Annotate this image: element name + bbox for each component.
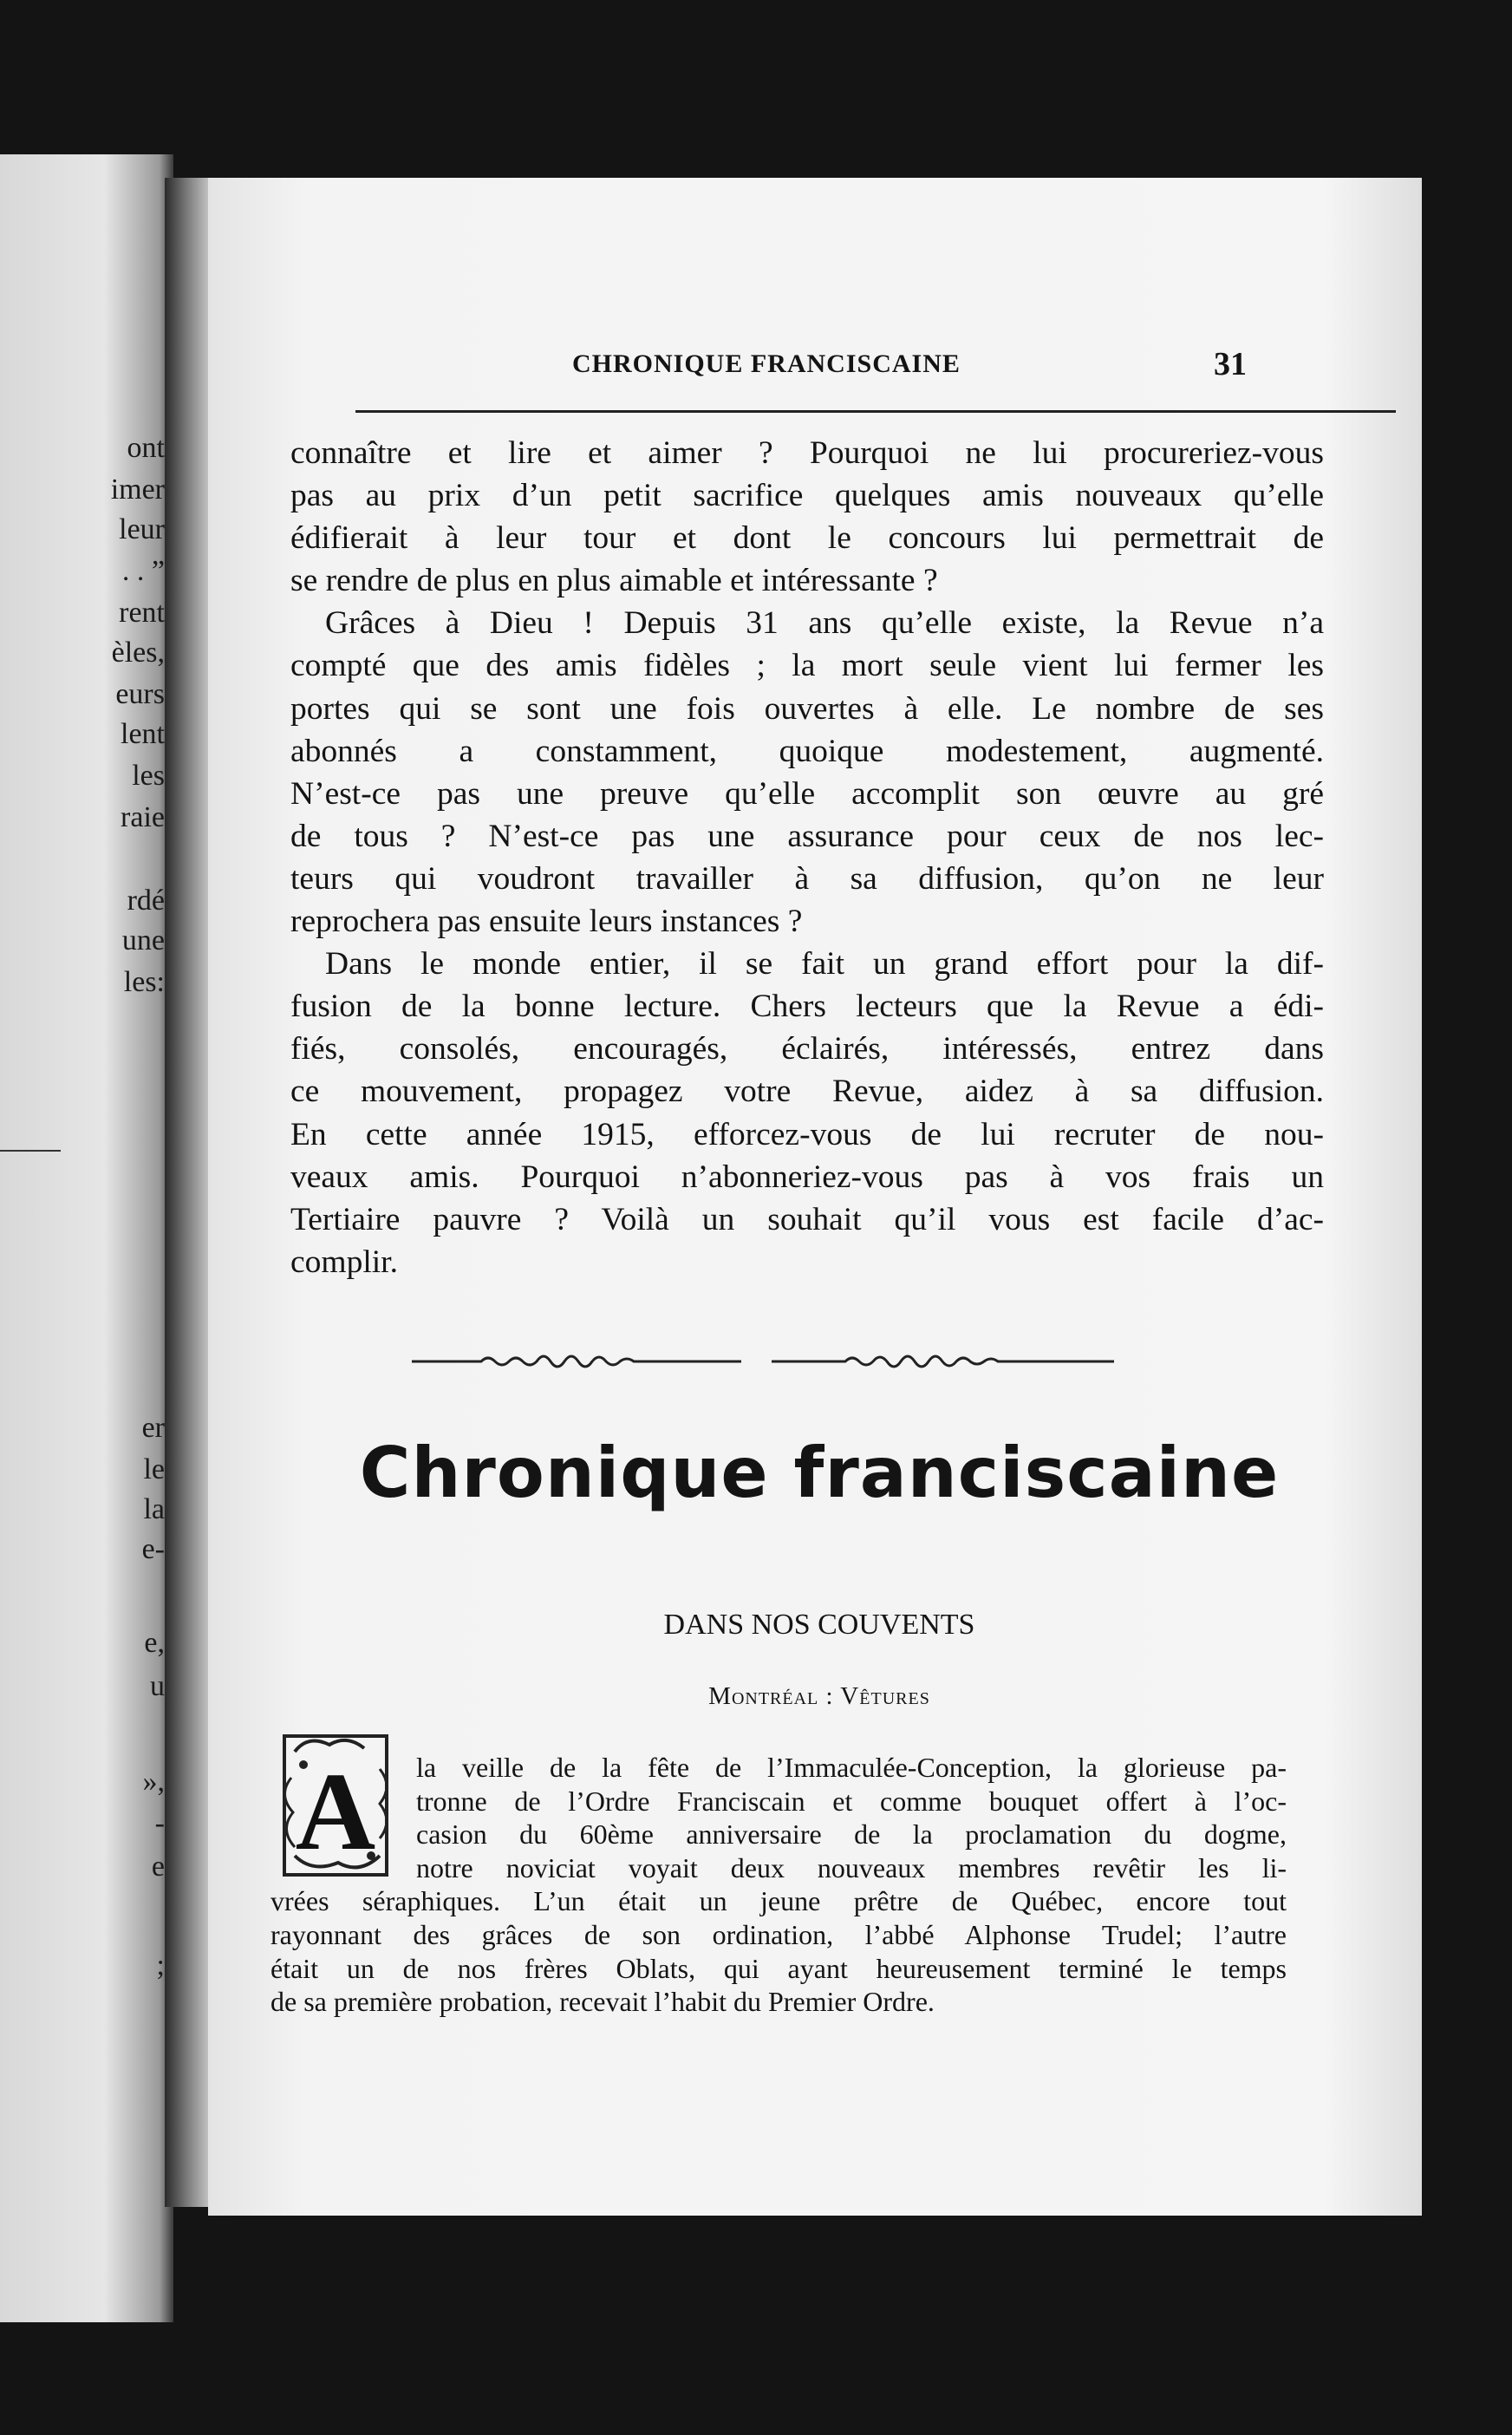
body-line: N’est-ce pas une preuve qu’elle accomplit son œuvre au gré (290, 775, 1324, 812)
left-page-fragment: », (142, 1766, 165, 1798)
left-page-fragment: e, (144, 1627, 165, 1659)
body-line: connaître et lire et aimer ? Pourquoi ne lui procureriez-vous (290, 435, 1324, 471)
paragraph-line: la veille de la fête de l’Immaculée-Conception, la glorieuse pa- (416, 1752, 1287, 1783)
left-page-fragment: èles, (111, 636, 165, 669)
header-rule (355, 410, 1396, 413)
left-page-fragment: une (121, 924, 165, 956)
section-subsubheading: Montréal : Vêtures (708, 1682, 930, 1710)
body-line: En cette année 1915, efforcez-vous de lui recruter de nou- (290, 1116, 1324, 1152)
left-page-fragment: rent (119, 597, 165, 629)
page-number: 31 (1214, 346, 1247, 382)
left-page-fragment: la (143, 1493, 165, 1525)
left-page-fragment: e (151, 1851, 165, 1883)
left-page-fragment: eurs (115, 678, 165, 710)
left-page-fragment: - (154, 1807, 165, 1839)
left-page-fragment: le (143, 1453, 165, 1485)
body-line: teurs qui voudront travailler à sa diffusion, qu’on ne leur (290, 860, 1324, 897)
body-text (290, 432, 1324, 1283)
body-line: Tertiaire pauvre ? Voilà un souhait qu’il vous est facile d’ac- (290, 1201, 1324, 1237)
right-page (208, 178, 1422, 2216)
left-page-rule (0, 1150, 61, 1152)
body-line: de tous ? N’est-ce pas une assurance pour ceux de nos lec- (290, 818, 1324, 854)
body-line: complir. (290, 1244, 398, 1280)
body-line: édifierait à leur tour et dont le concours lui permettrait de (290, 520, 1324, 557)
body-line: reprochera pas ensuite leurs instances ? (290, 904, 803, 940)
section-title: Chronique franciscaine (359, 1433, 1280, 1513)
left-page-fragment: ; (156, 1949, 165, 1981)
body-line: fiés, consolés, encouragés, éclairés, intéressés, entrez dans (290, 1031, 1324, 1067)
left-page-fragment: er (141, 1412, 165, 1444)
left-page-fragment: e- (141, 1533, 165, 1565)
dropcap-letter: A (295, 1750, 376, 1873)
body-line: Grâces à Dieu ! Depuis 31 ans qu’elle existe, la Revue n’a (325, 605, 1324, 642)
paragraph-line: notre noviciat voyait deux nouveaux membres revêtir les li- (416, 1851, 1287, 1883)
section-subheading: DANS NOS COUVENTS (663, 1609, 975, 1641)
body-line: ce mouvement, propagez votre Revue, aidez à sa diffusion. (290, 1074, 1324, 1110)
paragraph-line: casion du 60ème anniversaire de la proclamation du dogme, (416, 1818, 1287, 1851)
paragraph-line: tronne de l’Ordre Franciscain et comme bouquet offert à l’oc- (416, 1785, 1287, 1817)
left-page-fragment: ont (127, 432, 165, 464)
body-line: compté que des amis fidèles ; la mort seule vient lui fermer les (290, 648, 1324, 684)
paragraph-line: était un de nos frères Oblats, qui ayant heureusement terminé le temps (270, 1952, 1287, 1984)
body-line: Dans le monde entier, il se fait un grand effort pour la dif- (325, 946, 1324, 982)
left-page-fragment: u (150, 1670, 165, 1702)
paragraph-line: rayonnant des grâces de son ordination, l’abbé Alphonse Trudel; l’autre (270, 1918, 1287, 1950)
paragraph-line: vrées séraphiques. L’un était un jeune prêtre de Québec, encore tout (270, 1885, 1287, 1917)
left-page-fragment: rdé (127, 885, 165, 917)
body-line: pas au prix d’un petit sacrifice quelques amis nouveaux qu’elle (290, 478, 1324, 514)
left-page-fragment: . . ” (121, 555, 165, 587)
left-facing-page (0, 154, 173, 2322)
body-line: abonnés a constamment, quoique modestement, augmenté. (290, 733, 1324, 769)
left-page-fragment: les: (123, 966, 165, 998)
left-page-fragment: leur (119, 513, 165, 545)
left-page-fragment: les (132, 760, 165, 792)
running-head: CHRONIQUE FRANCISCAINE (572, 349, 961, 378)
body-line: fusion de la bonne lecture. Chers lecteurs que la Revue a édi- (290, 989, 1324, 1025)
paragraph-line: de sa première probation, recevait l’habit du Premier Ordre. (270, 1986, 935, 2018)
left-page-fragment: lent (121, 718, 165, 750)
left-page-fragment: raie (121, 801, 165, 833)
section-paragraph (270, 1751, 1287, 2019)
body-line: se rendre de plus en plus aimable et intéressante ? (290, 563, 938, 599)
body-line: veaux amis. Pourquoi n’abonneriez-vous pas à vos frais un (290, 1159, 1324, 1195)
body-line: portes qui se sont une fois ouvertes à elle. Le nombre de ses (290, 690, 1324, 727)
left-page-fragment: imer (110, 473, 165, 506)
wavy-divider-ornament (412, 1342, 1114, 1377)
